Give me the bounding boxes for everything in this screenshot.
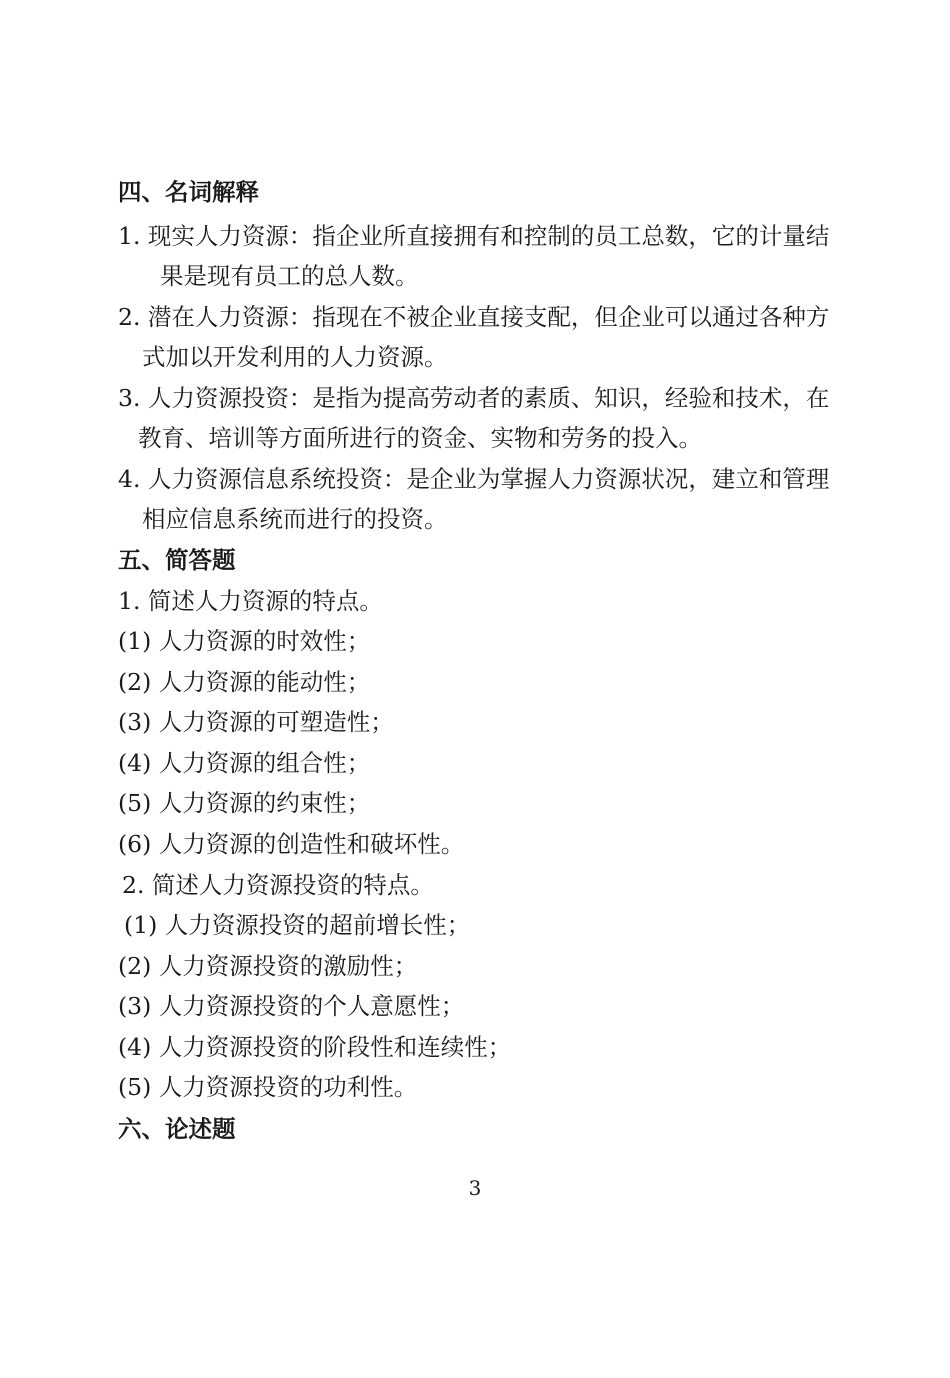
question-2-point: (3) 人力资源投资的个人意愿性； (118, 992, 465, 1020)
question-1-point: (2) 人力资源的能动性； (118, 668, 371, 696)
section-heading-definitions: 四、名词解释 (118, 178, 259, 206)
question-2-point: (4) 人力资源投资的阶段性和连续性； (118, 1033, 512, 1061)
definition-item-1-line1: 1. 现实人力资源：指企业所直接拥有和控制的员工总数，它的计量结 (118, 222, 830, 250)
question-2-title: 2. 简述人力资源投资的特点。 (122, 871, 434, 899)
question-1-title: 1. 简述人力资源的特点。 (118, 587, 383, 615)
definition-item-4-line2: 相应信息系统而进行的投资。 (142, 505, 448, 533)
definition-item-1-line2: 果是现有员工的总人数。 (160, 262, 419, 290)
page-number: 3 (468, 1176, 482, 1200)
definition-item-4-line1: 4. 人力资源信息系统投资：是企业为掌握人力资源状况，建立和管理 (118, 465, 830, 493)
definition-item-3-line2: 教育、培训等方面所进行的资金、实物和劳务的投入。 (138, 424, 702, 452)
question-1-point: (6) 人力资源的创造性和破坏性。 (118, 830, 465, 858)
question-1-point: (5) 人力资源的约束性； (118, 789, 371, 817)
section-heading-essay: 六、论述题 (118, 1115, 236, 1143)
question-1-point: (1) 人力资源的时效性； (118, 627, 371, 655)
definition-item-2-line1: 2. 潜在人力资源：指现在不被企业直接支配，但企业可以通过各种方 (118, 303, 830, 331)
question-2-point: (2) 人力资源投资的激励性； (118, 952, 418, 980)
question-1-point: (4) 人力资源的组合性； (118, 749, 371, 777)
question-1-point: (3) 人力资源的可塑造性； (118, 708, 394, 736)
section-heading-short-answer: 五、简答题 (118, 546, 236, 574)
question-2-point: (5) 人力资源投资的功利性。 (118, 1073, 418, 1101)
definition-item-3-line1: 3. 人力资源投资：是指为提高劳动者的素质、知识，经验和技术，在 (118, 384, 830, 412)
definition-item-2-line2: 式加以开发利用的人力资源。 (142, 343, 448, 371)
question-2-point: (1) 人力资源投资的超前增长性； (124, 911, 471, 939)
